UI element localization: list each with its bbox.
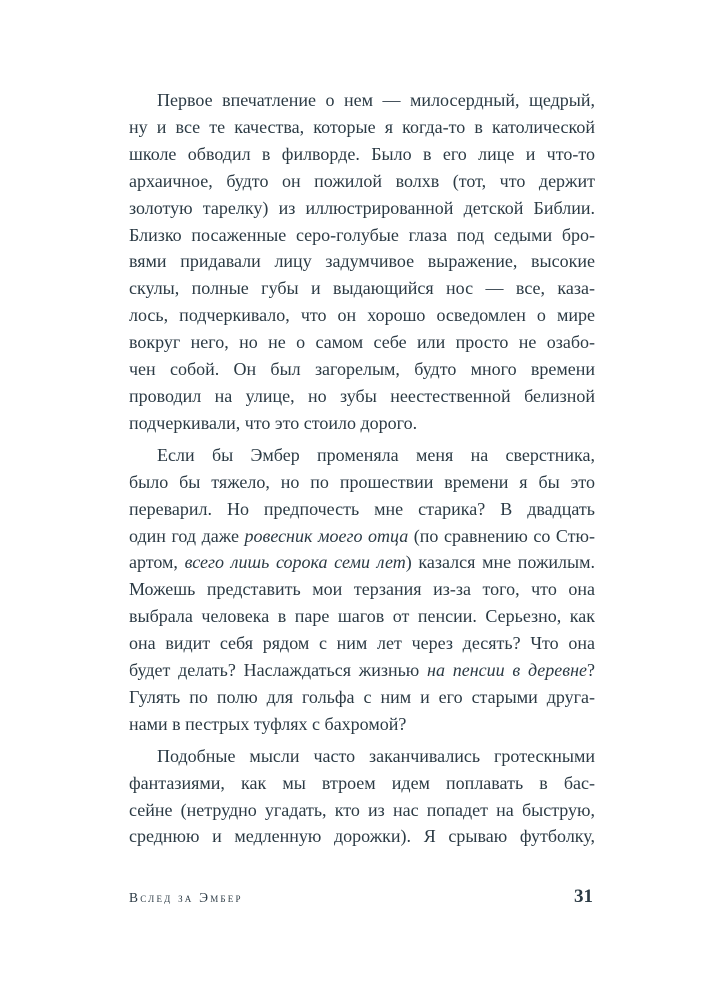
text-run: сейне (нетрудно угадать, кто из нас попадет на быструю, xyxy=(129,799,595,820)
text-line xyxy=(129,496,595,523)
text-run: среднюю и медленную дорожки). Я срываю футболку, xyxy=(129,826,595,847)
text-run: золотую тарелку) из иллюстрированной детской Библии. xyxy=(129,197,595,218)
text-run: архаичное, будто он пожилой волхв (тот, что держит xyxy=(129,170,595,191)
text-run: артом, xyxy=(129,552,185,573)
text-run: проводил на улице, но зубы неестественной белизной xyxy=(129,385,595,406)
text-run: Первое впечатление о нем — милосердный, щедрый, xyxy=(157,90,595,110)
text-run: скулы, полные губы и выдающийся нос — все, каза- xyxy=(129,278,595,299)
text-run: ) казался мне пожилым. xyxy=(405,552,595,573)
text-run: переварил. Но предпочесть мне старика? В двадцать xyxy=(129,498,595,519)
text-run: фантазиями, как мы втроем идем поплавать в бас- xyxy=(129,772,595,793)
text-run: выбрала человека в паре шагов от пенсии. Серьезно, как xyxy=(129,606,595,627)
text-line xyxy=(129,549,595,576)
text-line xyxy=(129,356,595,383)
text-run: будет делать? Наслаждаться жизнью xyxy=(129,660,428,681)
text-run: подчеркивали, что это стоило дорого. xyxy=(129,412,418,433)
text-line xyxy=(129,302,595,329)
text-run: Подобные мысли часто заканчивались гротескными xyxy=(157,745,595,766)
text-line xyxy=(129,141,595,168)
italic-phrase: на пенсии в деревне xyxy=(427,660,587,681)
text-run: Гулять по полю для гольфа с ним и его старыми друга- xyxy=(129,686,595,707)
text-line xyxy=(129,743,595,770)
page-number: 31 xyxy=(574,886,593,907)
text-line xyxy=(129,630,595,657)
text-run: Близко посаженные серо-голубые глаза под седыми бро- xyxy=(129,224,595,245)
text-line xyxy=(129,195,595,222)
text-line xyxy=(129,797,595,824)
text-line xyxy=(129,222,595,249)
text-line xyxy=(129,711,595,738)
text-line xyxy=(129,114,595,141)
text-run: она видит себя рядом с ним лет через десять? Что она xyxy=(129,633,595,654)
paragraph xyxy=(129,743,595,851)
running-footer-title: Вслед за Эмбер xyxy=(129,890,243,905)
paragraph xyxy=(129,87,595,437)
text-line xyxy=(129,469,595,496)
text-line xyxy=(129,684,595,711)
text-run: лось, подчеркивало, что он хорошо осведомлен о мире xyxy=(129,305,595,326)
text-run: (по сравнению со Стю- xyxy=(408,525,595,546)
body-text xyxy=(129,87,595,850)
text-line xyxy=(129,410,595,437)
text-line xyxy=(129,657,595,684)
text-run: нами в пестрых туфлях с бахромой? xyxy=(129,713,407,734)
text-run: вями придавали лицу задумчивое выражение, высокие xyxy=(129,251,595,272)
text-run: один год даже xyxy=(129,525,245,546)
text-run: Можешь представить мои терзания из-за того, что она xyxy=(129,579,595,600)
text-run: было бы тяжело, но по прошествии времени я бы это xyxy=(129,471,595,492)
text-run: чен собой. Он был загорелым, будто много времени xyxy=(129,359,595,380)
text-line xyxy=(129,383,595,410)
text-line xyxy=(129,329,595,356)
text-line xyxy=(129,823,595,850)
italic-phrase: всего лишь сорока семи лет xyxy=(184,552,406,573)
text-line xyxy=(129,248,595,275)
text-run: вокруг него, но не о самом себе или просто не озабо- xyxy=(129,332,595,353)
text-line xyxy=(129,275,595,302)
text-line xyxy=(129,576,595,603)
italic-phrase: ровесник моего отца xyxy=(244,525,409,546)
text-line xyxy=(129,523,595,550)
text-line xyxy=(129,603,595,630)
text-run: школе обводил в филворде. Было в его лице и что-то xyxy=(129,143,595,164)
text-run: Если бы Эмбер променяла меня на сверстника, xyxy=(157,444,595,465)
text-line xyxy=(129,770,595,797)
text-line xyxy=(129,168,595,195)
text-line xyxy=(129,87,595,114)
text-line xyxy=(129,442,595,469)
text-run: ? xyxy=(587,660,595,681)
paragraph xyxy=(129,442,595,738)
text-run: ну и все те качества, которые я когда-то в католической xyxy=(129,116,595,137)
